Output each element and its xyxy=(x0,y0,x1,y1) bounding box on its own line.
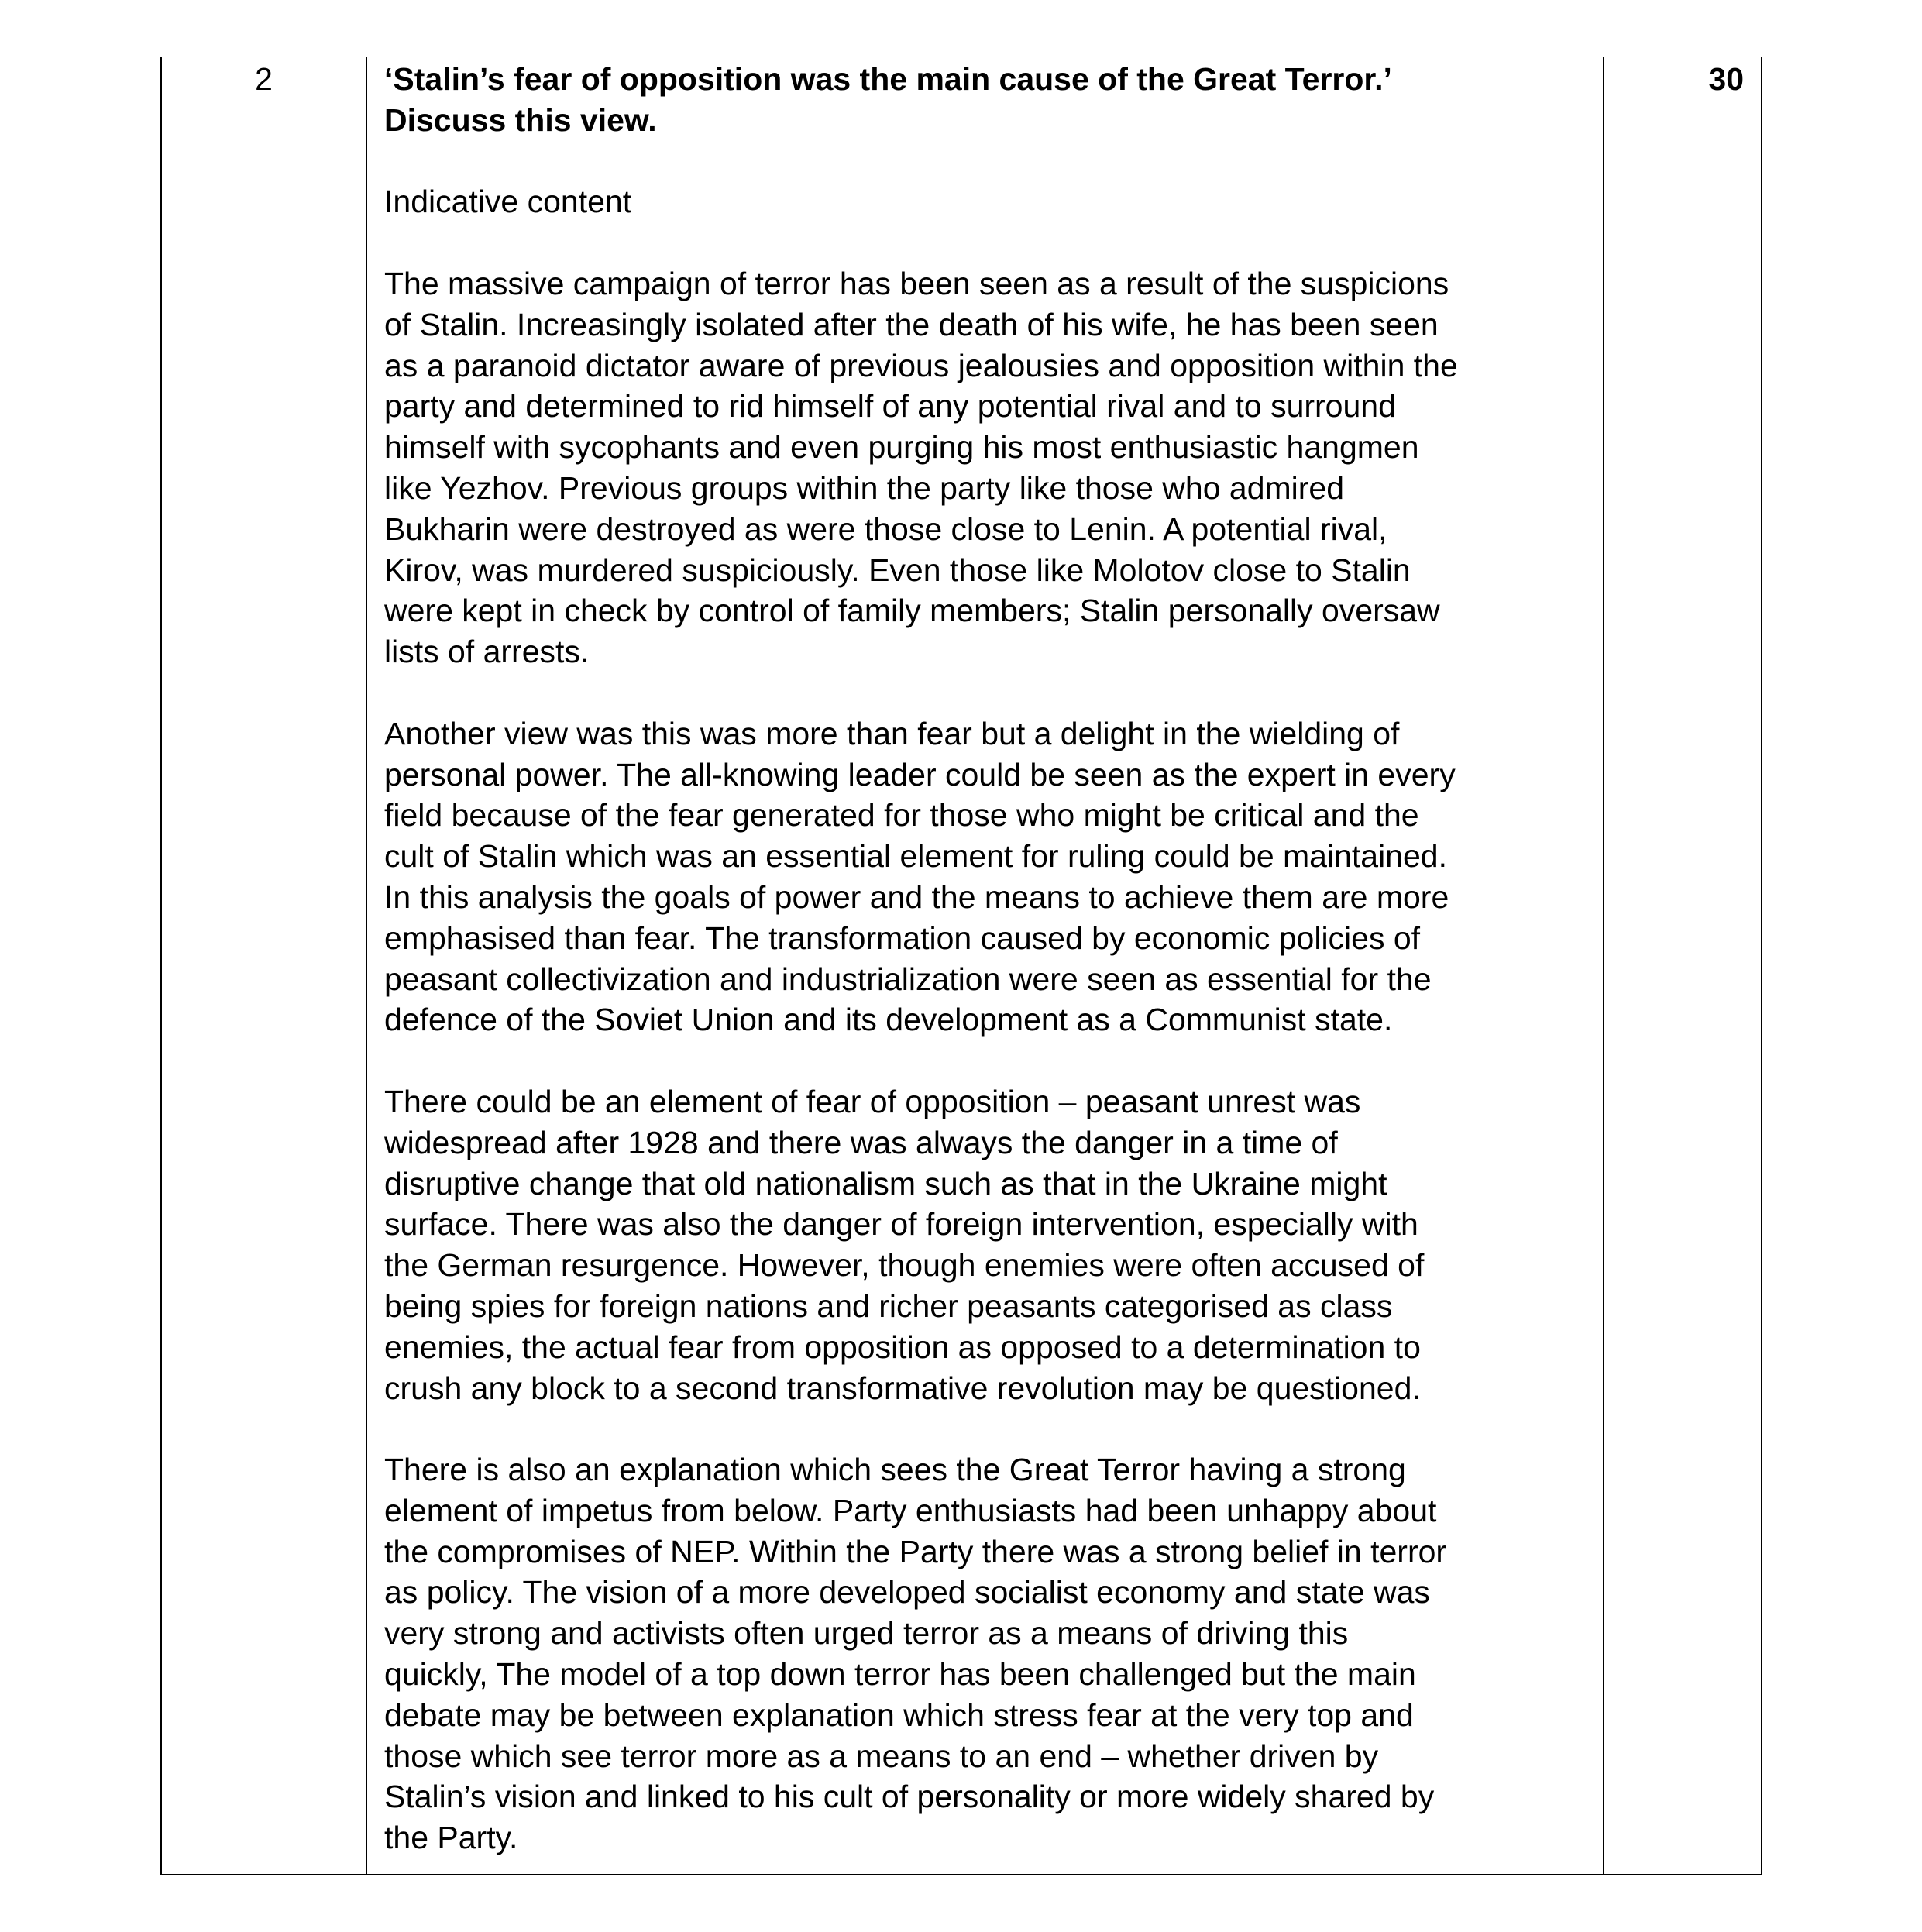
section-heading: Indicative content xyxy=(384,184,632,220)
paragraph-line: like Yezhov. Previous groups within the party like those who admired xyxy=(384,469,1345,506)
content-paragraph xyxy=(384,263,1593,672)
paragraph-line: the German resurgence. However, though enemies were often accused of xyxy=(384,1247,1425,1284)
paragraph-line: those which see terror more as a means to an end – whether driven by xyxy=(384,1738,1379,1774)
paragraph-line: peasant collectivization and industrialization were seen as essential for the xyxy=(384,961,1432,997)
indicative-content xyxy=(384,263,1593,1858)
paragraph-line: emphasised than fear. The transformation caused by economic policies of xyxy=(384,920,1421,956)
paragraph-line: crush any block to a second transformative revolution may be questioned. xyxy=(384,1370,1421,1406)
paragraph-line: quickly, The model of a top down terror has been challenged but the main xyxy=(384,1656,1416,1693)
paragraph-line: enemies, the actual fear from opposition as opposed to a determination to xyxy=(384,1329,1421,1365)
table-divider-question xyxy=(366,57,367,1875)
paragraph-line: the Party. xyxy=(384,1820,518,1856)
content-paragraph xyxy=(384,1449,1593,1858)
paragraph-line: the compromises of NEP. Within the Party there was a strong belief in terror xyxy=(384,1533,1447,1569)
paragraph-line: There could be an element of fear of opposition – peasant unrest was xyxy=(384,1083,1361,1119)
paragraph-line: cult of Stalin which was an essential element for ruling could be maintained. xyxy=(384,838,1447,875)
paragraph-line: There is also an explanation which sees the Great Terror having a strong xyxy=(384,1452,1406,1488)
paragraph-line: of Stalin. Increasingly isolated after the death of his wife, he has been seen xyxy=(384,306,1439,342)
paragraph-line: personal power. The all-knowing leader could be seen as the expert in every xyxy=(384,756,1456,792)
paragraph-line: The massive campaign of terror has been seen as a result of the suspicions xyxy=(384,265,1449,301)
paragraph-line: being spies for foreign nations and richer peasants categorised as class xyxy=(384,1287,1393,1324)
paragraph-line: element of impetus from below. Party enthusiasts had been unhappy about xyxy=(384,1492,1437,1528)
paragraph-line: as policy. The vision of a more developed socialist economy and state was xyxy=(384,1574,1430,1611)
content-paragraph xyxy=(384,1081,1593,1408)
paragraph-line: party and determined to rid himself of any potential rival and to surround xyxy=(384,388,1396,425)
content-paragraph xyxy=(384,713,1593,1040)
paragraph-line: were kept in check by control of family members; Stalin personally oversaw xyxy=(384,593,1440,629)
paragraph-line: lists of arrests. xyxy=(384,634,590,670)
paragraph-line: defence of the Soviet Union and its development as a Communist state. xyxy=(384,1002,1393,1038)
table-divider-marks xyxy=(1603,57,1604,1875)
paragraph-line: Kirov, was murdered suspiciously. Even those like Molotov close to Stalin xyxy=(384,552,1411,588)
paragraph-line: as a paranoid dictator aware of previous jealousies and opposition within the xyxy=(384,347,1458,383)
paragraph-line: debate may be between explanation which stress fear at the very top and xyxy=(384,1697,1414,1733)
paragraph-line: In this analysis the goals of power and the means to achieve them are more xyxy=(384,878,1449,915)
question-line: Discuss this view. xyxy=(384,101,657,138)
question-prompt xyxy=(384,59,1593,141)
table-border-left xyxy=(160,57,162,1875)
paragraph-line: Bukharin were destroyed as were those close to Lenin. A potential rival, xyxy=(384,511,1387,547)
answer-guidance-cell xyxy=(384,59,1593,1858)
paragraph-line: widespread after 1928 and there was always the danger in a time of xyxy=(384,1124,1338,1160)
table-border-bottom xyxy=(160,1874,1762,1875)
paragraph-line: disruptive change that old nationalism such as that in the Ukraine might xyxy=(384,1165,1387,1201)
marks-value: 30 xyxy=(1708,61,1744,97)
question-number: 2 xyxy=(255,61,273,97)
paragraph-line: Another view was this was more than fear but a delight in the wielding of xyxy=(384,715,1400,751)
question-line: ‘Stalin’s fear of opposition was the main cause of the Great Terror.’ xyxy=(384,61,1392,97)
paragraph-line: himself with sycophants and even purging his most enthusiastic hangmen xyxy=(384,429,1419,466)
paragraph-line: surface. There was also the danger of foreign intervention, especially with xyxy=(384,1206,1418,1243)
paragraph-line: very strong and activists often urged terror as a means of driving this xyxy=(384,1615,1349,1652)
paragraph-line: field because of the fear generated for those who might be critical and the xyxy=(384,797,1419,834)
table-border-right xyxy=(1761,57,1762,1875)
paragraph-line: Stalin’s vision and linked to his cult of personality or more widely shared by xyxy=(384,1779,1435,1815)
